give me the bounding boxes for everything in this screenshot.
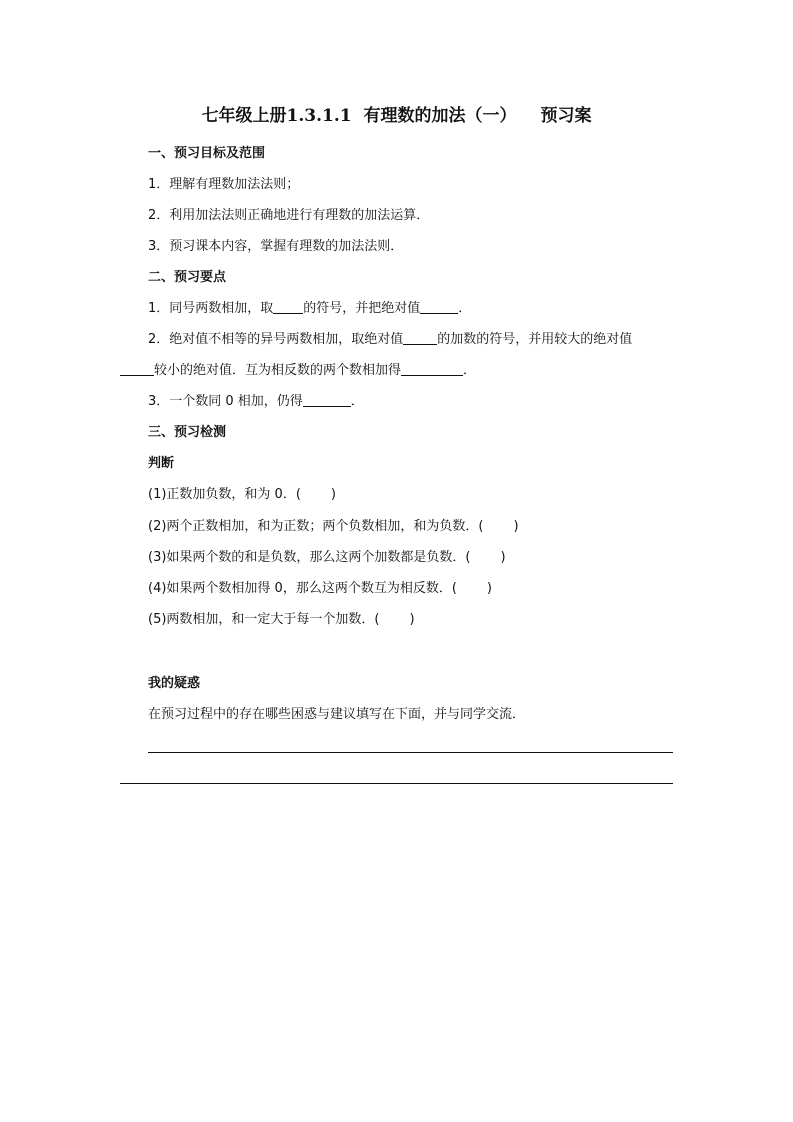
writing-line-2[interactable] (120, 783, 673, 784)
doubts-heading: 我的疑惑 (148, 676, 201, 691)
keypoint-item-1: 1．同号两数相加，取 的符号，并把绝对值 ． (148, 301, 472, 316)
fill-blank[interactable] (120, 361, 154, 376)
fill-blank[interactable] (401, 361, 463, 376)
keypoint-item-2-line1: 2．绝对值不相等的异号两数相加，取绝对值 的加数的符号，并用较大的绝对值 (148, 332, 633, 347)
fill-blank[interactable] (273, 299, 303, 314)
page-title (0, 104, 793, 128)
title-section-number: 1.3.1.1 (286, 106, 352, 126)
goal-item-3: 3．预习课本内容，掌握有理数的加法法则． (148, 239, 404, 254)
title-type: 预习案 (540, 106, 592, 126)
fill-blank[interactable] (403, 330, 437, 345)
judge-item-1: (1)正数加负数，和为 0．( ) (148, 487, 336, 502)
section1-heading: 一、预习目标及范围 (148, 146, 266, 161)
goal-item-2: 2．利用加法法则正确地进行有理数的加法运算． (148, 208, 430, 223)
title-grade: 七年级上册 (201, 106, 287, 126)
section3-heading: 三、预习检测 (148, 425, 227, 440)
section2-heading: 二、预习要点 (148, 270, 227, 285)
judge-item-5: (5)两数相加，和一定大于每一个加数．( ) (148, 612, 415, 627)
goal-item-1: 1．理解有理数加法法则； (148, 177, 300, 192)
writing-line-1[interactable] (148, 752, 673, 753)
doubts-prompt: 在预习过程中的存在哪些困惑与建议填写在下面，并与同学交流． (148, 707, 526, 722)
judge-item-3: (3)如果两个数的和是负数，那么这两个加数都是负数．( ) (148, 550, 506, 565)
judge-subheading: 判断 (148, 456, 175, 471)
title-topic: 有理数的加法（一） (363, 106, 517, 126)
judge-item-2: (2)两个正数相加，和为正数；两个负数相加，和为负数．( ) (148, 519, 519, 534)
fill-blank[interactable] (420, 299, 458, 314)
keypoint-item-3: 3．一个数同 0 相加，仍得 ． (148, 394, 364, 409)
keypoint-item-2-line2: 较小的绝对值．互为相反数的两个数相加得 ． (120, 361, 476, 381)
judge-item-4: (4)如果两个数相加得 0，那么这两个数互为相反数．( ) (148, 581, 492, 596)
fill-blank[interactable] (303, 392, 351, 407)
